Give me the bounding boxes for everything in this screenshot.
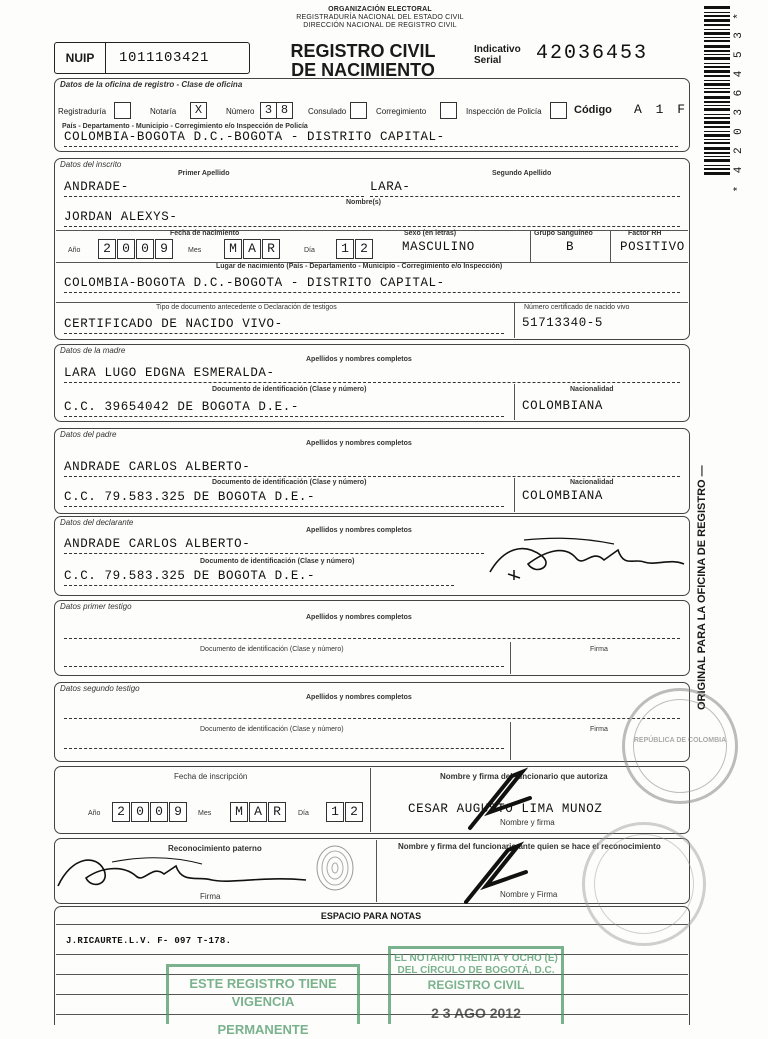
- direction-name: DIRECCIÓN NACIONAL DE REGISTRO CIVIL: [303, 22, 457, 29]
- barcode-bar: [704, 19, 730, 22]
- birth-month-label: Mes: [188, 247, 202, 254]
- numero-digit-1: 3: [260, 102, 277, 119]
- barcode-text: * 4 2 0 3 6 4 5 3 *: [733, 10, 745, 193]
- nombres-field: [64, 210, 680, 227]
- reconocimiento-label: Reconocimiento paterno: [168, 844, 262, 853]
- birth-year-boxes: [98, 239, 174, 259]
- nuip-label: NUIP: [55, 43, 106, 73]
- barcode-bar: [704, 152, 730, 154]
- declarante-nombres-value: ANDRADE CARLOS ALBERTO-: [64, 537, 251, 551]
- testigo1-section-title: Datos primer testigo: [60, 602, 132, 611]
- codigo-label: Código: [574, 104, 612, 116]
- padre-nombres-value: ANDRADE CARLOS ALBERTO-: [64, 460, 251, 474]
- testigo1-firma-label: Firma: [590, 646, 608, 653]
- fecha-inscripcion-label: Fecha de inscripción: [174, 772, 248, 781]
- nombres-label: Nombre(s): [346, 199, 382, 206]
- padre-nombres-field: [64, 460, 680, 477]
- birth-month-boxes: [224, 239, 281, 259]
- barcode-bar: [704, 70, 730, 73]
- birth-day-label: Día: [304, 247, 315, 254]
- barcode-bar: [704, 75, 730, 77]
- barcode-bar: [704, 114, 730, 115]
- primer-apellido-label: Primer Apellido: [178, 170, 230, 177]
- inscripcion-year-digit: 2: [112, 802, 130, 822]
- factor-rh-label: Factor RH: [628, 230, 662, 237]
- inspeccion-label: Inspección de Policía: [466, 107, 542, 116]
- funcionario-signature: [460, 764, 540, 834]
- vigencia-line-2: PERMANENTE: [217, 1022, 309, 1037]
- birth-year-digit: 9: [155, 239, 173, 259]
- barcode-bar: [704, 15, 730, 17]
- registraduria-label: Registraduría: [58, 107, 107, 116]
- registry-name: REGISTRADURÍA NACIONAL DEL ESTADO CIVIL: [296, 14, 464, 21]
- barcode-bar: [704, 156, 730, 157]
- padre-section-title: Datos del padre: [60, 430, 117, 439]
- notario-line-1: EL NOTARIO TREINTA Y OCHO (E): [394, 953, 558, 964]
- tipo-doc-label: Tipo de documento antecedente o Declaración de testigos: [156, 304, 337, 311]
- corregimiento-checkbox: [440, 102, 457, 119]
- testigo2-section-title: Datos segundo testigo: [60, 684, 140, 693]
- declarante-doc-field: [64, 569, 454, 586]
- inscripcion-month-letter: A: [249, 802, 267, 822]
- office-place-field: [64, 130, 678, 147]
- barcode-bar: [704, 57, 730, 60]
- padre-doc-field: [64, 490, 504, 507]
- nota-1: J.RICAURTE.L.V. F- 097 T-178.: [66, 936, 232, 946]
- notas-line: [56, 924, 688, 925]
- lugar-nacimiento-field: [64, 276, 680, 293]
- title-line-2: DE NACIMIENTO: [291, 60, 435, 80]
- divider: [370, 768, 371, 832]
- birth-month-letter: A: [243, 239, 261, 259]
- birth-year-digit: 0: [117, 239, 135, 259]
- sexo-value: MASCULINO: [402, 240, 475, 254]
- tipo-doc-value: CERTIFICADO DE NACIDO VIVO-: [64, 317, 283, 331]
- testigo1-nombres-label: Apellidos y nombres completos: [306, 614, 412, 621]
- inscripcion-day-label: Día: [298, 810, 309, 817]
- inscripcion-month-letter: M: [230, 802, 248, 822]
- barcode-bar: [704, 165, 730, 166]
- inscripcion-day-digit: 2: [345, 802, 363, 822]
- vigencia-line-1: ESTE REGISTRO TIENE VIGENCIA: [189, 976, 337, 1009]
- grupo-sanguineo-label: Grupo Sanguíneo: [534, 230, 593, 237]
- inscripcion-day-boxes: [326, 802, 364, 822]
- barcode-bar: [704, 134, 730, 137]
- barcode-bar: [704, 142, 730, 144]
- reconocimiento-signature: [458, 838, 538, 908]
- barcode-bar: [704, 12, 730, 13]
- barcode-bar: [704, 29, 730, 30]
- inscripcion-month-letter: R: [268, 802, 286, 822]
- inscripcion-year-digit: 0: [150, 802, 168, 822]
- divider: [376, 840, 377, 902]
- serial-label: [474, 44, 521, 66]
- madre-nombres-field: [64, 366, 680, 383]
- barcode-bar: [704, 40, 730, 42]
- birth-day-boxes: [336, 239, 374, 259]
- primer-apellido-value: ANDRADE-: [64, 180, 129, 194]
- barcode-bar: [704, 50, 730, 52]
- lugar-nacimiento-label: Lugar de nacimiento (País - Departamento - Municipio - Corregimiento e/o Inspección): [216, 263, 503, 270]
- funcionario-label: Nombre y firma del funcionario que autoriza: [440, 772, 608, 781]
- inspeccion-checkbox: [550, 102, 567, 119]
- notas-line: [56, 954, 688, 955]
- segundo-apellido-value: LARA-: [370, 180, 411, 194]
- barcode-bar: [704, 54, 730, 55]
- office-place-label: País - Departamento - Municipio - Corregimiento e/o Inspección de Policía: [62, 123, 308, 130]
- republic-seal-upper: [622, 688, 738, 804]
- declarante-doc-label: Documento de identificación (Clase y número): [200, 558, 355, 565]
- divider: [610, 230, 611, 262]
- funcionario-value: CESAR AUGUSTO LIMA MUNOZ: [408, 802, 603, 816]
- padre-doc-label: Documento de identificación (Clase y número): [212, 479, 367, 486]
- consulado-label: Consulado: [308, 107, 347, 116]
- testigo1-doc-field: [64, 654, 504, 667]
- testigo2-doc-label: Documento de identificación (Clase y número): [200, 726, 344, 733]
- segundo-apellido-field: [370, 180, 680, 197]
- corregimiento-label: Corregimiento: [376, 107, 427, 116]
- barcode-bar: [704, 45, 730, 48]
- seal-text: REPÚBLICA DE COLOMBIA: [633, 737, 727, 744]
- barcode-bar: [704, 32, 730, 35]
- codigo-value: A 1 F: [634, 102, 689, 117]
- divider: [514, 478, 515, 512]
- birth-month-letter: R: [262, 239, 280, 259]
- testigo2-nombres-label: Apellidos y nombres completos: [306, 694, 412, 701]
- divider: [530, 230, 531, 262]
- reconocimiento-funcionario-label: Nombre y firma del funcionario ante quien se hace el reconocimiento: [398, 842, 661, 851]
- padre-nac-label: Nacionalidad: [570, 479, 614, 486]
- paternal-signature: [52, 846, 312, 898]
- barcode-bar: [704, 37, 730, 38]
- madre-nac-value: COLOMBIANA: [522, 399, 604, 413]
- fecha-nacimiento-label: Fecha de nacimiento: [170, 230, 240, 237]
- birth-row-top-line: [56, 230, 688, 231]
- madre-nombres-label: Apellidos y nombres completos: [306, 356, 412, 363]
- grupo-sanguineo-value: B: [566, 240, 575, 254]
- notas-line: [56, 994, 688, 995]
- testigo1-doc-label: Documento de identificación (Clase y número): [200, 646, 344, 653]
- barcode-bar: [704, 147, 730, 150]
- republic-seal-lower: [582, 822, 706, 946]
- declarante-nombres-field: [64, 537, 484, 554]
- serial-label-1: Indicativo: [474, 44, 521, 55]
- birth-day-digit: 1: [336, 239, 354, 259]
- divider: [514, 384, 515, 420]
- primer-apellido-field: [64, 180, 364, 197]
- madre-nac-label: Nacionalidad: [570, 386, 614, 393]
- barcode-bar: [704, 131, 730, 132]
- nombres-value: JORDAN ALEXYS-: [64, 210, 178, 224]
- barcode-bar: [704, 168, 730, 170]
- padre-doc-value: C.C. 79.583.325 DE BOGOTA D.E.-: [64, 490, 316, 504]
- funcionario-nombre-firma: Nombre y firma: [500, 818, 555, 827]
- registraduria-checkbox: [114, 102, 131, 119]
- barcode-bar: [704, 121, 730, 124]
- reconocimiento-firma-label: Firma: [200, 892, 221, 901]
- notas-label: ESPACIO PARA NOTAS: [320, 911, 422, 921]
- factor-rh-value: POSITIVO: [620, 240, 685, 254]
- notario-line-3: REGISTRO CIVIL: [427, 978, 525, 992]
- segundo-apellido-label: Segundo Apellido: [492, 170, 552, 177]
- birth-day-digit: 2: [355, 239, 373, 259]
- divider: [514, 302, 515, 338]
- notas-line: [56, 1014, 688, 1015]
- vigencia-stamp: [166, 964, 360, 1037]
- barcode-bar: [704, 117, 730, 119]
- notas-line: [56, 974, 688, 975]
- lugar-nacimiento-value: COLOMBIA-BOGOTA D.C.-BOGOTA - DISTRITO CAPITAL-: [64, 276, 445, 290]
- inscripcion-day-digit: 1: [326, 802, 344, 822]
- barcode-bar: [704, 139, 730, 140]
- testigo2-firma-label: Firma: [590, 726, 608, 733]
- notaria-label: Notaría: [150, 107, 177, 116]
- madre-section-title: Datos de la madre: [60, 346, 126, 355]
- consulado-checkbox: [350, 102, 367, 119]
- barcode-bar: [704, 96, 730, 99]
- barcode-bar: [704, 66, 730, 68]
- notario-stamp: [388, 946, 564, 1024]
- divider: [510, 642, 511, 674]
- notario-line-2: DEL CÍRCULO DE BOGOTÁ, D.C.: [397, 965, 555, 976]
- side-original-text: ORIGINAL PARA LA OFICINA DE REGISTRO —: [696, 465, 708, 710]
- testigo2-doc-field: [64, 736, 504, 749]
- office-section-title: Datos de la oficina de registro - Clase de oficina: [60, 80, 243, 89]
- barcode-bar: [704, 159, 730, 162]
- num-cert-label: Número certificado de nacido vivo: [524, 304, 630, 311]
- inscripcion-year-digit: 0: [131, 802, 149, 822]
- header-org-block: [250, 6, 510, 30]
- nuip-box: [54, 42, 250, 74]
- office-type-row: [58, 102, 689, 120]
- sexo-label: Sexo (en letras): [404, 230, 457, 237]
- notario-date: 2 3 AGO 2012: [431, 1005, 521, 1021]
- testigo2-nombres-field: [64, 704, 680, 719]
- doc-row-top-line: [56, 302, 688, 303]
- tipo-doc-field: [64, 317, 504, 334]
- reconocimiento-nombre-firma: Nombre y Firma: [500, 890, 558, 899]
- declarante-doc-value: C.C. 79.583.325 DE BOGOTA D.E.-: [64, 569, 316, 583]
- serial-value: 42036453: [536, 42, 649, 65]
- birth-month-letter: M: [224, 239, 242, 259]
- birth-year-digit: 2: [98, 239, 116, 259]
- inscripcion-date-row: [88, 802, 368, 822]
- barcode-bar: [704, 126, 730, 128]
- barcode-bar: [704, 6, 730, 9]
- title-line-1: REGISTRO CIVIL: [290, 41, 436, 61]
- padre-nac-value: COLOMBIANA: [522, 489, 604, 503]
- madre-doc-label: Documento de identificación (Clase y número): [212, 386, 367, 393]
- padre-nombres-label: Apellidos y nombres completos: [306, 440, 412, 447]
- barcode-bar: [704, 83, 730, 86]
- birth-year-label: Año: [68, 247, 81, 254]
- nuip-value: 1011103421: [119, 50, 210, 66]
- barcode-bar: [704, 172, 730, 175]
- barcode-bar: [704, 63, 730, 64]
- notaria-checkbox: X: [190, 102, 207, 119]
- document-title: [268, 42, 458, 80]
- birth-year-digit: 0: [136, 239, 154, 259]
- madre-nombres-value: LARA LUGO EDGNA ESMERALDA-: [64, 366, 275, 380]
- numero-digit-2: 8: [276, 102, 293, 119]
- birth-date-row: [64, 239, 394, 259]
- barcode-bar: [704, 108, 730, 111]
- divider: [510, 722, 511, 760]
- numero-label: Número: [226, 107, 255, 116]
- declarante-section-title: Datos del declarante: [60, 518, 134, 527]
- org-name: ORGANIZACIÓN ELECTORAL: [328, 6, 432, 13]
- barcode-bar: [704, 101, 730, 103]
- barcode-bar: [704, 91, 730, 93]
- barcode-bar: [704, 80, 730, 81]
- barcode: [704, 6, 730, 178]
- barcode-bar: [704, 88, 730, 89]
- inscrito-section-title: Datos del inscrito: [60, 160, 122, 169]
- inscripcion-month-boxes: [230, 802, 287, 822]
- barcode-bar: [704, 24, 730, 26]
- num-cert-value: 51713340-5: [522, 316, 604, 330]
- declarante-signature: [484, 528, 690, 584]
- inscripcion-year-digit: 9: [169, 802, 187, 822]
- declarante-nombres-label: Apellidos y nombres completos: [306, 527, 412, 534]
- fingerprint-icon: [310, 842, 360, 894]
- inscripcion-year-label: Año: [88, 810, 101, 817]
- madre-doc-field: [64, 400, 504, 417]
- madre-doc-value: C.C. 39654042 DE BOGOTA D.E.-: [64, 400, 299, 414]
- inscripcion-month-label: Mes: [198, 810, 212, 817]
- testigo1-nombres-field: [64, 624, 680, 639]
- serial-label-2: Serial: [474, 55, 502, 66]
- office-place-value: COLOMBIA-BOGOTA D.C.-BOGOTA - DISTRITO CAPITAL-: [64, 130, 445, 144]
- inscripcion-year-boxes: [112, 802, 188, 822]
- barcode-bar: [704, 105, 730, 106]
